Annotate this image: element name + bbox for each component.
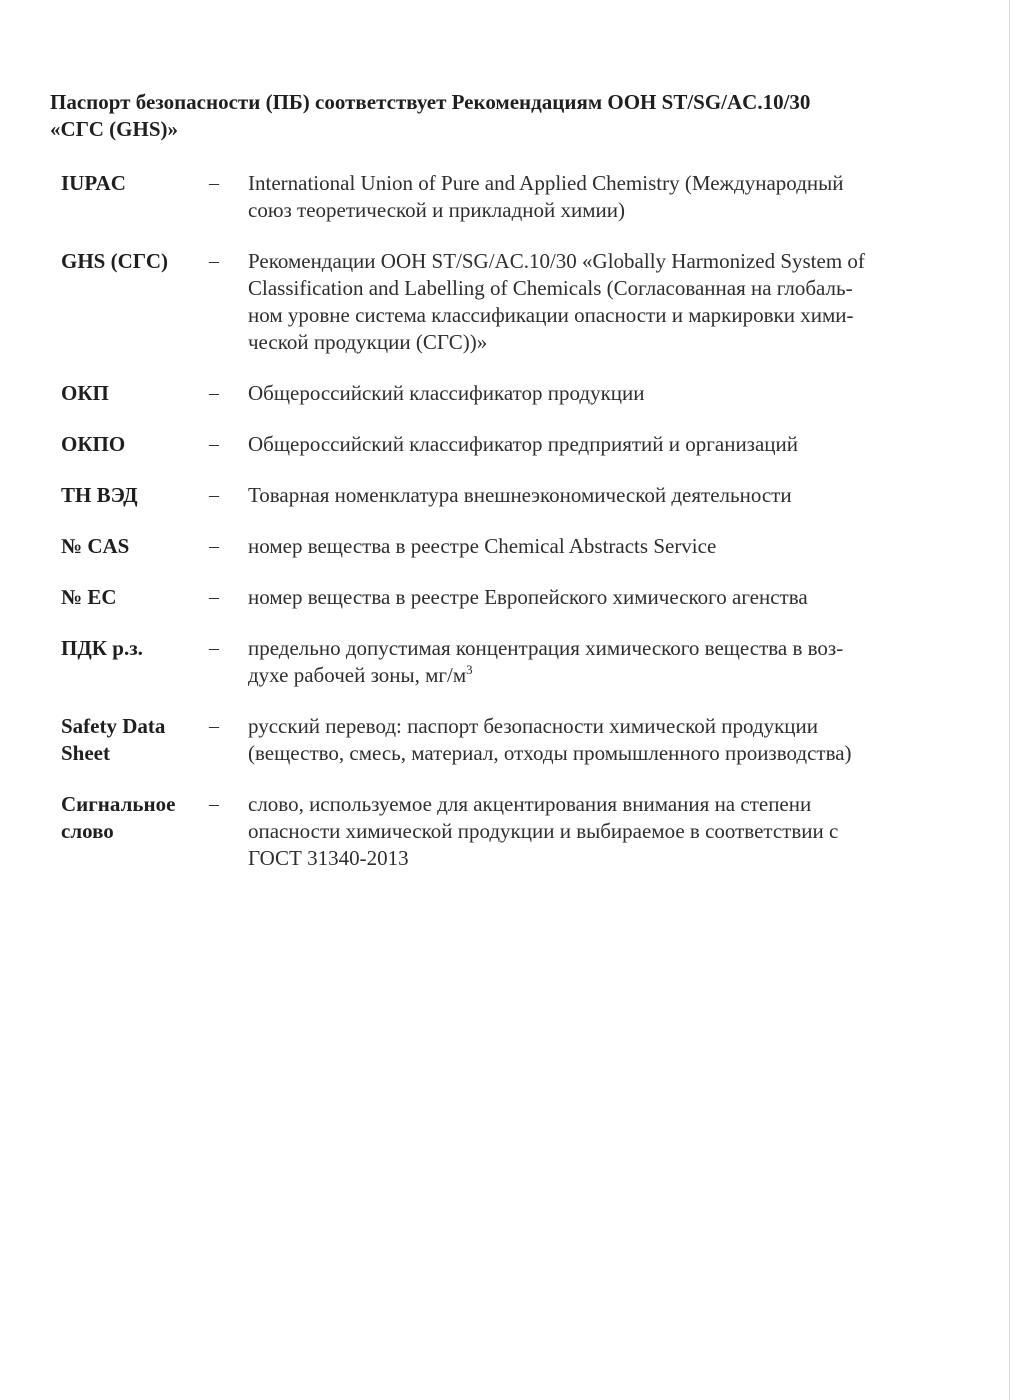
abbreviation-glossary: [61, 170, 961, 896]
entry-definition: [248, 248, 948, 356]
entry-dash: –: [209, 637, 219, 659]
entry-dash: –: [209, 433, 219, 455]
definition-line: номер вещества в реестре Chemical Abstracts Service: [248, 534, 717, 558]
entry-dash: –: [209, 484, 219, 506]
entry-definition: [248, 635, 948, 689]
entry-definition: [248, 431, 948, 458]
glossary-entry-signal-word: [61, 791, 961, 872]
page-heading: [50, 89, 950, 143]
definition-line: слово, используемое для акцентирования внимания на степени: [248, 792, 812, 816]
glossary-entry-pdk: [61, 635, 961, 689]
entry-term: ОКП: [61, 381, 109, 405]
entry-definition: [248, 482, 948, 509]
definition-line: Общероссийский классификатор предприятий и организаций: [248, 432, 799, 456]
entry-term: GHS (СГС): [61, 249, 168, 273]
definition-line: русский перевод: паспорт безопасности химической продукции: [248, 714, 819, 738]
unit-superscript: 3: [466, 662, 473, 677]
entry-dash: –: [209, 172, 219, 194]
glossary-entry-okpo: [61, 431, 961, 458]
entry-definition: [248, 584, 948, 611]
entry-term: IUPAC: [61, 171, 126, 195]
glossary-entry-iupac: [61, 170, 961, 224]
definition-line: Общероссийский классификатор продукции: [248, 381, 645, 405]
entry-dash: –: [209, 586, 219, 608]
term-line: Safety Data: [61, 714, 166, 738]
definition-line: (вещество, смесь, материал, отходы промышленного производства): [248, 741, 852, 765]
entry-term: № ЕС: [61, 585, 117, 609]
definition-line: союз теоретической и прикладной химии): [248, 198, 626, 222]
definition-text: духе рабочей зоны, мг/м: [248, 663, 467, 687]
entry-definition: [248, 533, 948, 560]
entry-term: [61, 791, 209, 845]
entry-dash: –: [209, 250, 219, 272]
definition-line: предельно допустимая концентрация химического вещества в воз-: [248, 636, 844, 660]
definition-line: Товарная номенклатура внешнеэкономической деятельности: [248, 483, 792, 507]
entry-term: ПДК р.з.: [61, 636, 143, 660]
entry-definition: [248, 791, 948, 872]
entry-dash: –: [209, 793, 219, 815]
definition-line: International Union of Pure and Applied Chemistry (Международный: [248, 171, 844, 195]
heading-line-2: «СГС (GHS)»: [50, 117, 178, 141]
page-edge: [1009, 0, 1010, 1400]
entry-term: [61, 713, 209, 767]
entry-term: ОКПО: [61, 432, 126, 456]
entry-dash: –: [209, 715, 219, 737]
definition-line: Рекомендации ООН ST/SG/AC.10/30 «Globally Harmonized System of: [248, 249, 865, 273]
definition-line-with-unit: [248, 662, 948, 689]
entry-definition: [248, 170, 948, 224]
definition-line: ческой продукции (СГС))»: [248, 330, 488, 354]
definition-line: опасности химической продукции и выбираемое в соответствии с: [248, 819, 839, 843]
entry-definition: [248, 380, 948, 407]
heading-line-1: Паспорт безопасности (ПБ) соответствует Рекомендациям ООН ST/SG/AC.10/30: [50, 90, 811, 114]
term-line: слово: [61, 819, 114, 843]
term-line: Sheet: [61, 741, 110, 765]
definition-line: ГОСТ 31340-2013: [248, 846, 409, 870]
entry-dash: –: [209, 382, 219, 404]
entry-term: № CAS: [61, 534, 130, 558]
entry-term: ТН ВЭД: [61, 483, 138, 507]
glossary-entry-ec: [61, 584, 961, 611]
definition-line: Classification and Labelling of Chemicals (Согласованная на глобаль-: [248, 276, 853, 300]
definition-line: ном уровне система классификации опасности и маркировки хими-: [248, 303, 854, 327]
entry-dash: –: [209, 535, 219, 557]
glossary-entry-okp: [61, 380, 961, 407]
glossary-entry-sds: [61, 713, 961, 767]
definition-line: номер вещества в реестре Европейского химического агенства: [248, 585, 808, 609]
glossary-entry-ghs: [61, 248, 961, 356]
glossary-entry-cas: [61, 533, 961, 560]
glossary-entry-tn-ved: [61, 482, 961, 509]
term-line: Сигнальное: [61, 792, 176, 816]
entry-definition: [248, 713, 948, 767]
